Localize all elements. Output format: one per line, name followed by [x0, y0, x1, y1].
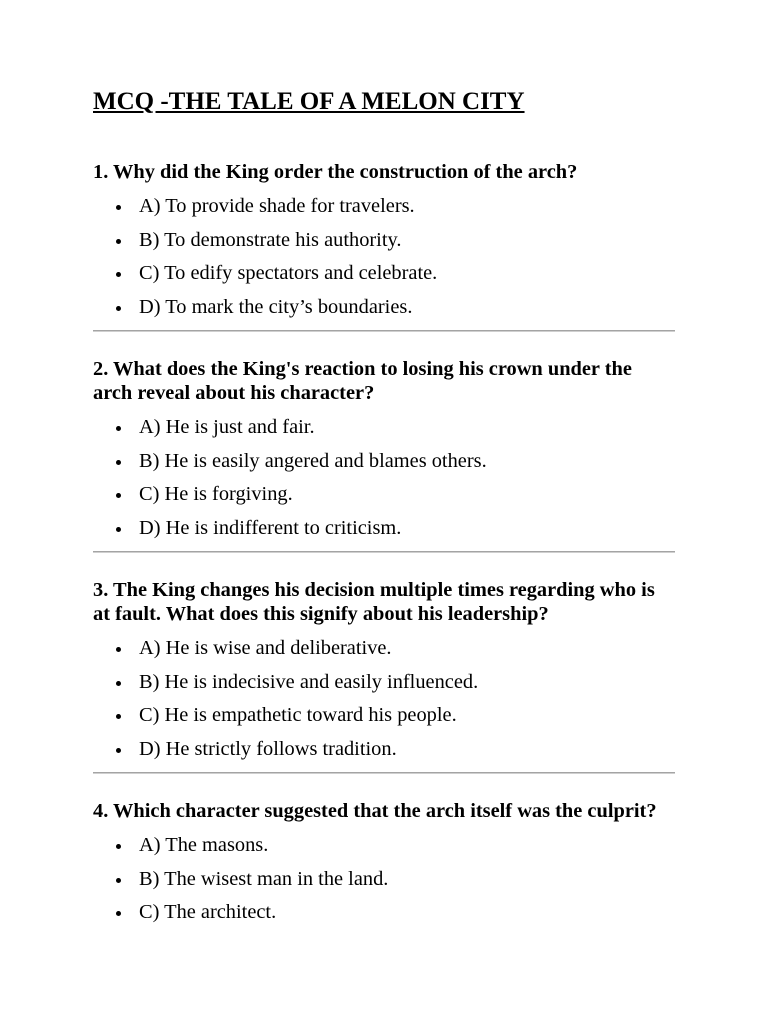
option-label: B) He is indecisive and easily influenced.	[139, 670, 479, 693]
option-d	[93, 733, 675, 767]
option-b	[93, 863, 675, 897]
bullet-icon	[116, 911, 121, 916]
option-b	[93, 224, 675, 258]
option-label: A) He is wise and deliberative.	[139, 637, 392, 659]
divider	[93, 551, 675, 553]
option-label: D) To mark the city’s boundaries.	[139, 295, 413, 318]
option-label: C) He is empathetic toward his people.	[139, 704, 457, 726]
option-d	[93, 512, 675, 546]
options-list	[93, 190, 675, 324]
question-text: 3. The King changes his decision multiple times regarding who is at fault. What does this signify about his leadership?	[93, 579, 655, 625]
question-4	[93, 799, 675, 930]
option-a	[93, 632, 675, 666]
option-label: D) He is indifferent to criticism.	[139, 516, 402, 539]
option-a	[93, 190, 675, 224]
option-c	[93, 257, 675, 291]
option-label: B) The wisest man in the land.	[139, 867, 389, 890]
option-a	[93, 411, 675, 445]
bullet-icon	[116, 460, 121, 465]
option-label: C) He is forgiving.	[139, 483, 293, 505]
bullet-icon	[116, 878, 121, 883]
divider	[93, 330, 675, 332]
bullet-icon	[116, 647, 121, 652]
option-b	[93, 666, 675, 700]
option-label: C) To edify spectators and celebrate.	[139, 262, 438, 284]
bullet-icon	[116, 844, 121, 849]
options-list	[93, 829, 675, 930]
bullet-icon	[116, 239, 121, 244]
option-label: C) The architect.	[139, 901, 277, 923]
bullet-icon	[116, 527, 121, 532]
option-label: B) He is easily angered and blames others.	[139, 449, 487, 472]
bullet-icon	[116, 748, 121, 753]
question-text: 4. Which character suggested that the arch itself was the culprit?	[93, 800, 657, 822]
bullet-icon	[116, 426, 121, 431]
option-c	[93, 478, 675, 512]
page-title: MCQ -THE TALE OF A MELON CITY	[93, 88, 525, 115]
question-text: 1. Why did the King order the construction of the arch?	[93, 161, 578, 183]
option-c	[93, 699, 675, 733]
options-list	[93, 632, 675, 766]
option-label: A) The masons.	[139, 834, 269, 856]
option-label: A) He is just and fair.	[139, 416, 315, 438]
bullet-icon	[116, 272, 121, 277]
option-c	[93, 896, 675, 930]
option-a	[93, 829, 675, 863]
option-b	[93, 445, 675, 479]
bullet-icon	[116, 714, 121, 719]
question-1	[93, 160, 675, 332]
option-label: A) To provide shade for travelers.	[139, 195, 415, 217]
divider	[93, 772, 675, 774]
bullet-icon	[116, 205, 121, 210]
option-label: D) He strictly follows tradition.	[139, 737, 397, 760]
option-label: B) To demonstrate his authority.	[139, 228, 402, 251]
bullet-icon	[116, 681, 121, 686]
options-list	[93, 411, 675, 545]
question-3	[93, 578, 675, 774]
question-text: 2. What does the King's reaction to losing his crown under the arch reveal about his character?	[93, 358, 632, 404]
question-2	[93, 357, 675, 553]
bullet-icon	[116, 493, 121, 498]
option-d	[93, 291, 675, 325]
bullet-icon	[116, 306, 121, 311]
